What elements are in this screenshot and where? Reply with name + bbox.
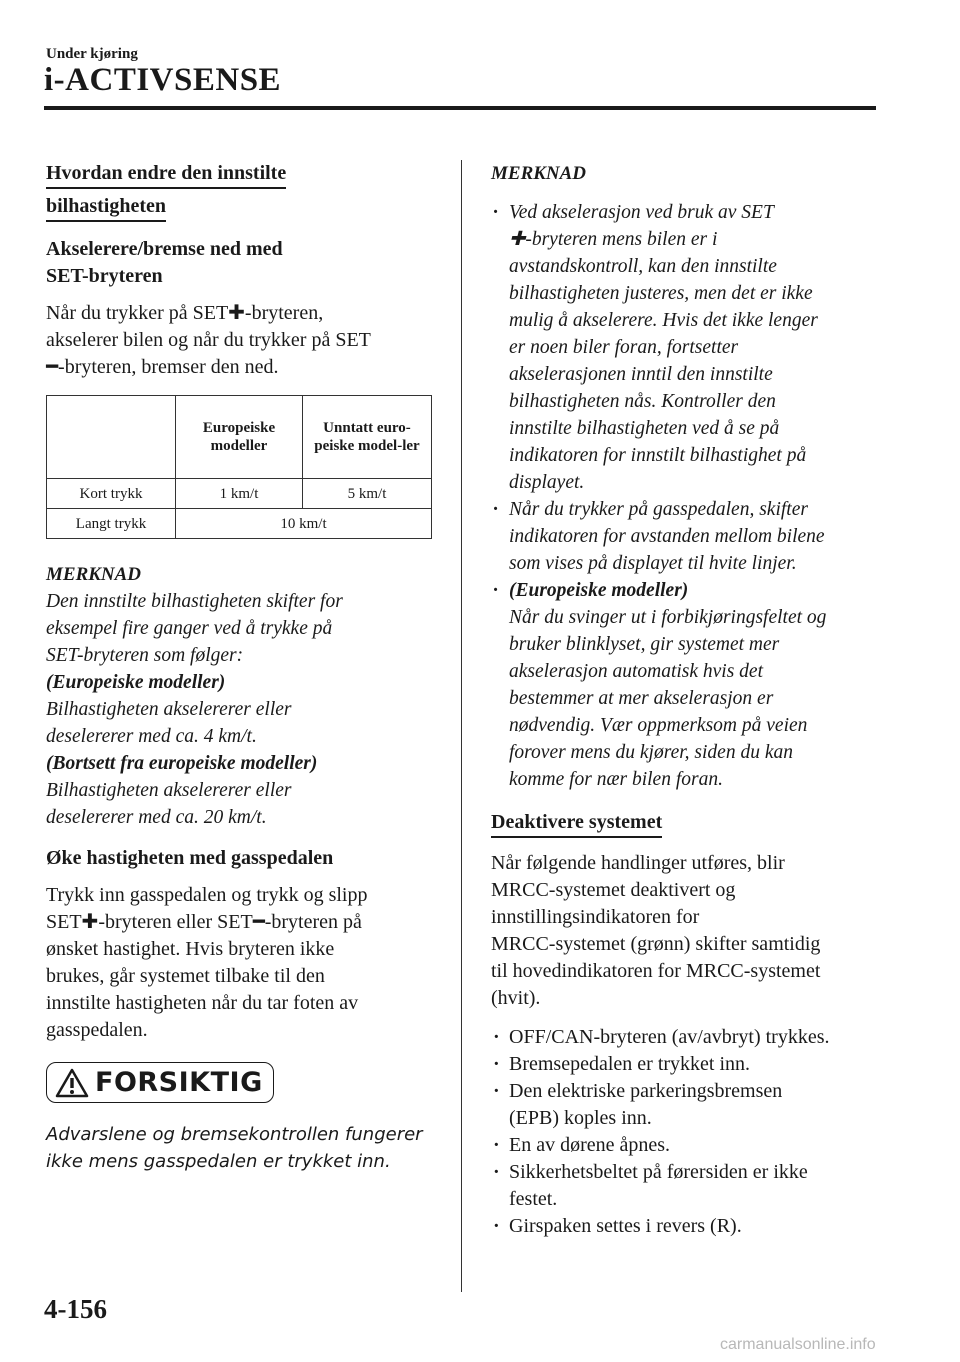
caution-label: FORSIKTIG xyxy=(95,1067,263,1098)
heading-line-1: Hvordan endre den innstilte xyxy=(46,160,286,189)
text-line: nødvendig. Vær oppmerksom på veien xyxy=(509,715,808,736)
list-item xyxy=(491,1159,883,1213)
text-line: · Den elektriske parkeringsbremsen xyxy=(509,1080,783,1102)
list-item xyxy=(491,496,883,577)
warning-triangle-icon xyxy=(55,1068,89,1098)
text-line: akselerasjonen inntil den innstilte xyxy=(509,364,773,385)
note-block xyxy=(46,561,438,831)
table-cell: Langt trykk xyxy=(47,509,176,539)
note-label-other: (Bortsett fra europeiske modeller) xyxy=(46,753,318,774)
text-line: som vises på displayet til hvite linjer. xyxy=(509,553,797,574)
text-line: er noen biler foran, fortsetter xyxy=(509,337,739,358)
right-column xyxy=(491,160,883,1240)
text-line: bruker blinklyset, gir systemet mer xyxy=(509,634,780,655)
text-line: ønsket hastighet. Hvis bryteren ikke xyxy=(46,938,335,960)
section-heading xyxy=(46,160,438,222)
text-line: bestemmer at mer akselerasjon er xyxy=(509,688,774,709)
left-column xyxy=(46,160,438,1175)
subheading-accelerator: Øke hastigheten med gasspedalen xyxy=(46,847,334,869)
text-line: Trykk inn gasspedalen og trykk og slipp xyxy=(46,884,368,906)
text-line: displayet. xyxy=(509,472,585,493)
text-line: bilhastigheten nås. Kontroller den xyxy=(509,391,776,412)
table-row xyxy=(47,479,432,509)
text-line: (hvit). xyxy=(491,987,541,1009)
caution-text xyxy=(46,1121,438,1175)
text-line: avstandskontroll, kan den innstilte xyxy=(509,256,777,277)
note-line: SET-bryteren som følger: xyxy=(46,645,244,666)
text-line: · Ved akselerasjon ved bruk av SET xyxy=(509,202,774,223)
text-line: Når du svinger ut i forbikjøringsfeltet og xyxy=(509,607,827,628)
table-header-empty xyxy=(47,396,176,479)
page-number: 4-156 xyxy=(44,1294,107,1324)
text-line: brukes, går systemet tilbake til den xyxy=(46,965,325,987)
text-line: innstillingsindikatoren for xyxy=(491,906,700,928)
text-line: MRCC-systemet (grønn) skifter samtidig xyxy=(491,933,821,955)
text-line: festet. xyxy=(509,1188,558,1210)
list-item: · En av dørene åpnes. xyxy=(491,1132,883,1159)
note-list xyxy=(491,199,883,793)
text-line: indikatoren for avstanden mellom bilene xyxy=(509,526,825,547)
text-line: Advarslene og bremsekontrollen fungerer xyxy=(46,1124,423,1145)
list-item: · Bremsepedalen er trykket inn. xyxy=(491,1051,883,1078)
table-header-row xyxy=(47,396,432,479)
list-item: · OFF/CAN-bryteren (av/avbryt) trykkes. xyxy=(491,1024,883,1051)
paragraph-deactivate xyxy=(491,850,883,1012)
list-item: · Girspaken settes i revers (R). xyxy=(491,1213,883,1240)
caution-banner xyxy=(46,1062,438,1103)
table-header-other: Unntatt euro-peiske model-ler xyxy=(303,396,432,479)
table-cell: 10 km/t xyxy=(176,509,432,539)
subheading-line: Akselerere/bremse ned med xyxy=(46,238,283,260)
text-line: innstilte bilhastigheten ved å se på xyxy=(509,418,780,439)
note-line: deselererer med ca. 4 km/t. xyxy=(46,726,257,747)
text-line: akselerer bilen og når du trykker på SET xyxy=(46,329,371,351)
header-rule xyxy=(44,106,876,110)
page-title: i-ACTIVSENSE xyxy=(44,62,282,98)
note-line: eksempel fire ganger ved å trykke på xyxy=(46,618,333,639)
text-line: Når følgende handlinger utføres, blir xyxy=(491,852,785,874)
text-line: komme for nær bilen foran. xyxy=(509,769,723,790)
list-item xyxy=(491,199,883,496)
heading-line-2: bilhastigheten xyxy=(46,193,166,222)
text-line: (EPB) koples inn. xyxy=(509,1107,652,1129)
text-line: ━-bryteren, bremser den ned. xyxy=(46,356,279,378)
table-cell: Kort trykk xyxy=(47,479,176,509)
table-row xyxy=(47,509,432,539)
text-line: · Sikkerhetsbeltet på førersiden er ikke xyxy=(509,1161,808,1183)
text-line: ikke mens gasspedalen er trykket inn. xyxy=(46,1151,391,1172)
paragraph-set-switch xyxy=(46,300,438,381)
caution-box xyxy=(46,1062,274,1103)
text-line: gasspedalen. xyxy=(46,1019,148,1041)
note-label-eu: · (Europeiske modeller) xyxy=(509,580,689,601)
list-item xyxy=(491,577,883,793)
watermark: carmanualsonline.info xyxy=(720,1336,876,1353)
note-line: Bilhastigheten akselererer eller xyxy=(46,699,292,720)
note-line: deselererer med ca. 20 km/t. xyxy=(46,807,267,828)
text-line: innstilte hastigheten når du tar foten av xyxy=(46,992,359,1014)
text-line: forover mens du kjører, siden du kan xyxy=(509,742,793,763)
table-cell: 5 km/t xyxy=(303,479,432,509)
text-line: mulig å akselerere. Hvis det ikke lenger xyxy=(509,310,818,331)
speed-table xyxy=(46,395,432,539)
text-line: indikatoren for innstilt bilhastighet på xyxy=(509,445,807,466)
subheading-line: SET-bryteren xyxy=(46,265,163,287)
note-label-eu: (Europeiske modeller) xyxy=(46,672,226,693)
column-divider xyxy=(461,160,462,1292)
deactivate-heading xyxy=(491,809,883,838)
text-line: · Når du trykker på gasspedalen, skifter xyxy=(509,499,808,520)
text-line: ✚-bryteren mens bilen er i xyxy=(509,229,718,250)
text-line: til hovedindikatoren for MRCC-systemet xyxy=(491,960,821,982)
paragraph-accelerator xyxy=(46,882,438,1044)
text-line: Når du trykker på SET✚-bryteren, xyxy=(46,302,324,324)
note-title: MERKNAD xyxy=(46,564,142,585)
heading-line: Deaktivere systemet xyxy=(491,809,662,838)
text-line: MRCC-systemet deaktivert og xyxy=(491,879,736,901)
table-header-eu: Europeiske modeller xyxy=(176,396,303,479)
text-line: akselerasjon automatisk hvis det xyxy=(509,661,764,682)
table-cell: 1 km/t xyxy=(176,479,303,509)
section-label: Under kjøring xyxy=(46,46,138,62)
note-title: MERKNAD xyxy=(491,163,587,184)
subheading-set-switch xyxy=(46,236,438,290)
note-line: Bilhastigheten akselererer eller xyxy=(46,780,292,801)
note-line: Den innstilte bilhastigheten skifter for xyxy=(46,591,343,612)
text-line: bilhastigheten justeres, men det er ikke xyxy=(509,283,813,304)
text-line: SET✚-bryteren eller SET━-bryteren på xyxy=(46,911,362,933)
deactivate-list xyxy=(491,1024,883,1240)
list-item xyxy=(491,1078,883,1132)
